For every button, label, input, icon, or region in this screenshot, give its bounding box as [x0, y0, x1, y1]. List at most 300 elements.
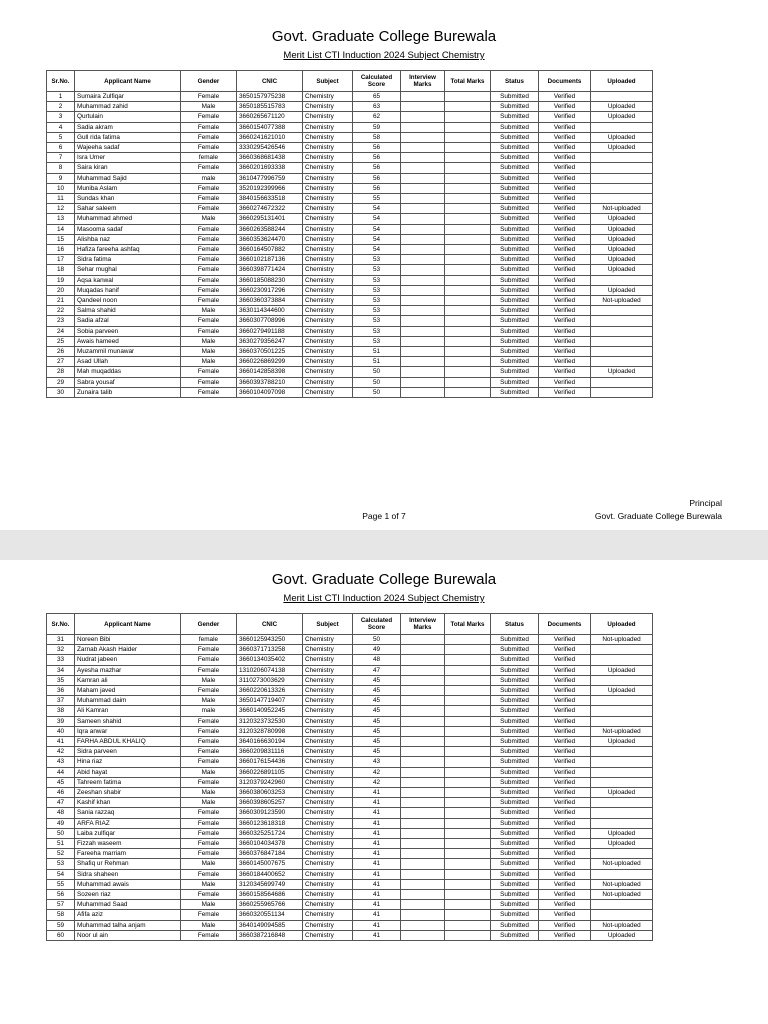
cell-calculated-score: 49: [353, 645, 401, 655]
cell-sr-no: 34: [47, 665, 75, 675]
cell-subject: Chemistry: [303, 357, 353, 367]
cell-interview-marks: [401, 747, 445, 757]
cell-status: Submitted: [491, 163, 539, 173]
cell-total-marks: [445, 194, 491, 204]
cell-applicant-name: Shafiq ur Rehman: [75, 859, 181, 869]
cell-sr-no: 3: [47, 112, 75, 122]
cell-applicant-name: Kamran ali: [75, 675, 181, 685]
cell-sr-no: 25: [47, 336, 75, 346]
cell-applicant-name: Alishba naz: [75, 234, 181, 244]
cell-uploaded: [591, 767, 653, 777]
cell-calculated-score: 53: [353, 265, 401, 275]
cell-sr-no: 6: [47, 143, 75, 153]
cell-cnic: 3660255965766: [237, 900, 303, 910]
cell-uploaded: [591, 377, 653, 387]
cell-total-marks: [445, 859, 491, 869]
cell-interview-marks: [401, 285, 445, 295]
cell-cnic: 3120323732530: [237, 716, 303, 726]
cell-subject: Chemistry: [303, 808, 353, 818]
col-documents-header: Documents: [539, 71, 591, 92]
cell-calculated-score: 53: [353, 296, 401, 306]
cell-interview-marks: [401, 849, 445, 859]
cell-cnic: 3660371713258: [237, 645, 303, 655]
cell-sr-no: 33: [47, 655, 75, 665]
cell-sr-no: 19: [47, 275, 75, 285]
cell-status: Submitted: [491, 818, 539, 828]
cell-total-marks: [445, 890, 491, 900]
cell-status: Submitted: [491, 890, 539, 900]
cell-calculated-score: 41: [353, 818, 401, 828]
table-row: [47, 112, 653, 122]
cell-status: Submitted: [491, 716, 539, 726]
cell-total-marks: [445, 828, 491, 838]
col-sr-no-header: Sr.No.: [47, 614, 75, 635]
cell-interview-marks: [401, 890, 445, 900]
cell-documents: Verified: [539, 275, 591, 285]
cell-uploaded: [591, 92, 653, 102]
cell-uploaded: Not-uploaded: [591, 879, 653, 889]
cell-sr-no: 38: [47, 706, 75, 716]
cell-sr-no: 45: [47, 777, 75, 787]
cell-interview-marks: [401, 777, 445, 787]
cell-subject: Chemistry: [303, 900, 353, 910]
cell-total-marks: [445, 808, 491, 818]
cell-calculated-score: 41: [353, 788, 401, 798]
cell-subject: Chemistry: [303, 214, 353, 224]
cell-status: Submitted: [491, 655, 539, 665]
cell-status: Submitted: [491, 706, 539, 716]
table-row: [47, 696, 653, 706]
cell-status: Submitted: [491, 900, 539, 910]
cell-gender: Female: [181, 377, 237, 387]
cell-total-marks: [445, 737, 491, 747]
cell-interview-marks: [401, 859, 445, 869]
col-total-marks-header: Total Marks: [445, 614, 491, 635]
cell-applicant-name: Salma shahid: [75, 306, 181, 316]
cell-interview-marks: [401, 808, 445, 818]
cell-status: Submitted: [491, 839, 539, 849]
cell-uploaded: Uploaded: [591, 367, 653, 377]
cell-applicant-name: Laiba zulfiqar: [75, 828, 181, 838]
table-row: [47, 102, 653, 112]
table-row: [47, 879, 653, 889]
cell-interview-marks: [401, 92, 445, 102]
cell-total-marks: [445, 930, 491, 940]
cell-total-marks: [445, 849, 491, 859]
cell-documents: Verified: [539, 357, 591, 367]
cell-uploaded: [591, 675, 653, 685]
cell-uploaded: [591, 275, 653, 285]
cell-gender: Male: [181, 920, 237, 930]
cell-documents: Verified: [539, 377, 591, 387]
cell-calculated-score: 50: [353, 635, 401, 645]
cell-total-marks: [445, 910, 491, 920]
cell-sr-no: 11: [47, 194, 75, 204]
cell-applicant-name: Sameen shahid: [75, 716, 181, 726]
cell-calculated-score: 56: [353, 143, 401, 153]
cell-status: Submitted: [491, 102, 539, 112]
cell-uploaded: Uploaded: [591, 686, 653, 696]
cell-status: Submitted: [491, 234, 539, 244]
cell-calculated-score: 55: [353, 194, 401, 204]
table-row: [47, 798, 653, 808]
table-row: [47, 726, 653, 736]
cell-calculated-score: 41: [353, 808, 401, 818]
table-row: [47, 143, 653, 153]
cell-applicant-name: Muhammad zahid: [75, 102, 181, 112]
cell-applicant-name: Isra Umer: [75, 153, 181, 163]
cell-sr-no: 28: [47, 367, 75, 377]
cell-total-marks: [445, 367, 491, 377]
cell-uploaded: Not-uploaded: [591, 635, 653, 645]
table-row: [47, 387, 653, 397]
cell-uploaded: [591, 194, 653, 204]
cell-sr-no: 13: [47, 214, 75, 224]
cell-status: Submitted: [491, 122, 539, 132]
cell-gender: Female: [181, 839, 237, 849]
cell-interview-marks: [401, 326, 445, 336]
cell-sr-no: 26: [47, 347, 75, 357]
cell-subject: Chemistry: [303, 204, 353, 214]
col-cnic-header: CNIC: [237, 614, 303, 635]
cell-uploaded: [591, 163, 653, 173]
cell-status: Submitted: [491, 910, 539, 920]
cell-calculated-score: 41: [353, 930, 401, 940]
page-title: Govt. Graduate College Burewala: [271, 28, 497, 45]
cell-total-marks: [445, 747, 491, 757]
cell-calculated-score: 53: [353, 306, 401, 316]
cell-documents: Verified: [539, 183, 591, 193]
cell-uploaded: [591, 316, 653, 326]
cell-total-marks: [445, 255, 491, 265]
cell-sr-no: 12: [47, 204, 75, 214]
cell-cnic: 3660380603253: [237, 788, 303, 798]
cell-interview-marks: [401, 194, 445, 204]
cell-documents: Verified: [539, 808, 591, 818]
cell-status: Submitted: [491, 265, 539, 275]
cell-sr-no: 2: [47, 102, 75, 112]
cell-interview-marks: [401, 163, 445, 173]
cell-documents: Verified: [539, 265, 591, 275]
cell-documents: Verified: [539, 132, 591, 142]
cell-documents: Verified: [539, 665, 591, 675]
cell-subject: Chemistry: [303, 716, 353, 726]
cell-status: Submitted: [491, 296, 539, 306]
table-row: [47, 849, 653, 859]
cell-total-marks: [445, 234, 491, 244]
cell-applicant-name: Zeeshan shabir: [75, 788, 181, 798]
cell-subject: Chemistry: [303, 285, 353, 295]
table-row: [47, 859, 653, 869]
cell-documents: Verified: [539, 245, 591, 255]
cell-status: Submitted: [491, 173, 539, 183]
cell-sr-no: 8: [47, 163, 75, 173]
cell-sr-no: 54: [47, 869, 75, 879]
cell-status: Submitted: [491, 377, 539, 387]
cell-sr-no: 31: [47, 635, 75, 645]
cell-documents: Verified: [539, 767, 591, 777]
cell-applicant-name: Zunaira talib: [75, 387, 181, 397]
cell-uploaded: [591, 655, 653, 665]
cell-status: Submitted: [491, 285, 539, 295]
cell-calculated-score: 53: [353, 285, 401, 295]
cell-sr-no: 40: [47, 726, 75, 736]
cell-total-marks: [445, 757, 491, 767]
cell-status: Submitted: [491, 153, 539, 163]
cell-documents: Verified: [539, 716, 591, 726]
cell-uploaded: [591, 777, 653, 787]
cell-status: Submitted: [491, 798, 539, 808]
cell-sr-no: 43: [47, 757, 75, 767]
table-row: [47, 357, 653, 367]
cell-cnic: 3660164507882: [237, 245, 303, 255]
cell-applicant-name: Sabra yousaf: [75, 377, 181, 387]
cell-subject: Chemistry: [303, 153, 353, 163]
cell-applicant-name: FARHA ABDUL KHALIQ: [75, 737, 181, 747]
cell-subject: Chemistry: [303, 92, 353, 102]
cell-calculated-score: 53: [353, 316, 401, 326]
table-row: [47, 900, 653, 910]
cell-status: Submitted: [491, 737, 539, 747]
cell-subject: Chemistry: [303, 224, 353, 234]
cell-sr-no: 35: [47, 675, 75, 685]
cell-uploaded: Uploaded: [591, 214, 653, 224]
cell-cnic: 3660360373884: [237, 296, 303, 306]
merit-table: [46, 70, 653, 398]
cell-calculated-score: 41: [353, 849, 401, 859]
cell-interview-marks: [401, 122, 445, 132]
cell-interview-marks: [401, 716, 445, 726]
cell-cnic: 3660226891105: [237, 767, 303, 777]
cell-gender: Female: [181, 204, 237, 214]
cell-total-marks: [445, 224, 491, 234]
col-interview-marks-header: Interview Marks: [401, 614, 445, 635]
cell-subject: Chemistry: [303, 930, 353, 940]
cell-uploaded: Uploaded: [591, 828, 653, 838]
cell-gender: Male: [181, 767, 237, 777]
cell-documents: Verified: [539, 173, 591, 183]
cell-subject: Chemistry: [303, 747, 353, 757]
cell-calculated-score: 50: [353, 367, 401, 377]
cell-cnic: 3520192399966: [237, 183, 303, 193]
cell-gender: Female: [181, 285, 237, 295]
table-header-row: [47, 71, 653, 92]
table-row: [47, 316, 653, 326]
cell-applicant-name: Asad Ullah: [75, 357, 181, 367]
cell-gender: Female: [181, 112, 237, 122]
cell-interview-marks: [401, 635, 445, 645]
cell-applicant-name: Saira kiran: [75, 163, 181, 173]
cell-interview-marks: [401, 296, 445, 306]
cell-applicant-name: Zarnab Akash Haider: [75, 645, 181, 655]
table-row: [47, 214, 653, 224]
cell-status: Submitted: [491, 777, 539, 787]
table-row: [47, 377, 653, 387]
cell-uploaded: Uploaded: [591, 839, 653, 849]
cell-cnic: 3120379242960: [237, 777, 303, 787]
cell-interview-marks: [401, 706, 445, 716]
cell-status: Submitted: [491, 224, 539, 234]
cell-applicant-name: Sundas khan: [75, 194, 181, 204]
cell-gender: Female: [181, 818, 237, 828]
cell-uploaded: Uploaded: [591, 285, 653, 295]
cell-uploaded: Uploaded: [591, 245, 653, 255]
col-applicant-name-header: Applicant Name: [75, 614, 181, 635]
cell-cnic: 3660184400652: [237, 869, 303, 879]
cell-subject: Chemistry: [303, 737, 353, 747]
cell-uploaded: Uploaded: [591, 265, 653, 275]
cell-interview-marks: [401, 275, 445, 285]
cell-applicant-name: Qurtulain: [75, 112, 181, 122]
cell-subject: Chemistry: [303, 696, 353, 706]
cell-status: Submitted: [491, 316, 539, 326]
cell-status: Submitted: [491, 194, 539, 204]
cell-calculated-score: 41: [353, 828, 401, 838]
col-applicant-name-header: Applicant Name: [75, 71, 181, 92]
cell-sr-no: 22: [47, 306, 75, 316]
cell-applicant-name: Gull rida fatima: [75, 132, 181, 142]
cell-subject: Chemistry: [303, 326, 353, 336]
cell-documents: Verified: [539, 347, 591, 357]
cell-calculated-score: 41: [353, 879, 401, 889]
table-row: [47, 183, 653, 193]
cell-status: Submitted: [491, 336, 539, 346]
table-row: [47, 92, 653, 102]
cell-interview-marks: [401, 788, 445, 798]
cell-gender: Female: [181, 163, 237, 173]
cell-documents: Verified: [539, 285, 591, 295]
table-row: [47, 675, 653, 685]
cell-gender: Male: [181, 306, 237, 316]
cell-subject: Chemistry: [303, 767, 353, 777]
cell-interview-marks: [401, 214, 445, 224]
cell-sr-no: 1: [47, 92, 75, 102]
cell-documents: Verified: [539, 726, 591, 736]
page-subtitle: Merit List CTI Induction 2024 Subject Chemistry: [283, 50, 485, 61]
cell-calculated-score: 65: [353, 92, 401, 102]
cell-gender: Female: [181, 645, 237, 655]
cell-applicant-name: Sania razzaq: [75, 808, 181, 818]
cell-uploaded: Not-uploaded: [591, 296, 653, 306]
cell-documents: Verified: [539, 890, 591, 900]
table-row: [47, 645, 653, 655]
cell-gender: Female: [181, 183, 237, 193]
cell-cnic: 3660387216848: [237, 930, 303, 940]
cell-gender: Female: [181, 265, 237, 275]
cell-interview-marks: [401, 767, 445, 777]
cell-calculated-score: 63: [353, 102, 401, 112]
cell-applicant-name: Muhammad awais: [75, 879, 181, 889]
cell-uploaded: [591, 645, 653, 655]
cell-uploaded: [591, 869, 653, 879]
cell-calculated-score: 45: [353, 747, 401, 757]
cell-documents: Verified: [539, 326, 591, 336]
cell-gender: Female: [181, 777, 237, 787]
cell-documents: Verified: [539, 163, 591, 173]
cell-total-marks: [445, 777, 491, 787]
cell-gender: Male: [181, 879, 237, 889]
cell-interview-marks: [401, 245, 445, 255]
cell-sr-no: 17: [47, 255, 75, 265]
cell-interview-marks: [401, 336, 445, 346]
cell-interview-marks: [401, 696, 445, 706]
cell-uploaded: [591, 183, 653, 193]
cell-status: Submitted: [491, 326, 539, 336]
cell-gender: male: [181, 706, 237, 716]
cell-subject: Chemistry: [303, 255, 353, 265]
cell-total-marks: [445, 387, 491, 397]
cell-total-marks: [445, 645, 491, 655]
cell-total-marks: [445, 788, 491, 798]
table-row: [47, 132, 653, 142]
cell-gender: Female: [181, 808, 237, 818]
cell-cnic: 3660398771424: [237, 265, 303, 275]
cell-gender: Female: [181, 716, 237, 726]
cell-subject: Chemistry: [303, 665, 353, 675]
cell-status: Submitted: [491, 143, 539, 153]
cell-applicant-name: Fareeha marriam: [75, 849, 181, 859]
cell-cnic: 3660226869299: [237, 357, 303, 367]
cell-interview-marks: [401, 306, 445, 316]
cell-sr-no: 52: [47, 849, 75, 859]
cell-uploaded: Uploaded: [591, 255, 653, 265]
cell-subject: Chemistry: [303, 316, 353, 326]
cell-total-marks: [445, 285, 491, 295]
cell-sr-no: 29: [47, 377, 75, 387]
cell-cnic: 3610477996759: [237, 173, 303, 183]
table-row: [47, 716, 653, 726]
table-row: [47, 747, 653, 757]
cell-applicant-name: Fizzah waseem: [75, 839, 181, 849]
cell-total-marks: [445, 92, 491, 102]
cell-total-marks: [445, 275, 491, 285]
cell-applicant-name: Nudrat jabeen: [75, 655, 181, 665]
cell-gender: Female: [181, 828, 237, 838]
cell-documents: Verified: [539, 204, 591, 214]
cell-interview-marks: [401, 204, 445, 214]
cell-sr-no: 48: [47, 808, 75, 818]
cell-status: Submitted: [491, 357, 539, 367]
cell-total-marks: [445, 920, 491, 930]
cell-total-marks: [445, 204, 491, 214]
cell-subject: Chemistry: [303, 122, 353, 132]
table-row: [47, 818, 653, 828]
cell-status: Submitted: [491, 828, 539, 838]
cell-gender: Female: [181, 930, 237, 940]
cell-sr-no: 16: [47, 245, 75, 255]
cell-cnic: 3660309123590: [237, 808, 303, 818]
col-status-header: Status: [491, 71, 539, 92]
cell-calculated-score: 41: [353, 869, 401, 879]
cell-calculated-score: 42: [353, 767, 401, 777]
cell-documents: Verified: [539, 859, 591, 869]
cell-sr-no: 50: [47, 828, 75, 838]
cell-sr-no: 51: [47, 839, 75, 849]
cell-interview-marks: [401, 930, 445, 940]
cell-cnic: 3660220613326: [237, 686, 303, 696]
cell-status: Submitted: [491, 675, 539, 685]
cell-gender: Female: [181, 910, 237, 920]
cell-status: Submitted: [491, 696, 539, 706]
cell-documents: Verified: [539, 102, 591, 112]
page-title: Govt. Graduate College Burewala: [271, 571, 497, 588]
cell-uploaded: Uploaded: [591, 132, 653, 142]
cell-applicant-name: Sidra parveen: [75, 747, 181, 757]
cell-applicant-name: Muniba Aslam: [75, 183, 181, 193]
cell-applicant-name: Iqra anwar: [75, 726, 181, 736]
cell-calculated-score: 41: [353, 910, 401, 920]
cell-status: Submitted: [491, 686, 539, 696]
